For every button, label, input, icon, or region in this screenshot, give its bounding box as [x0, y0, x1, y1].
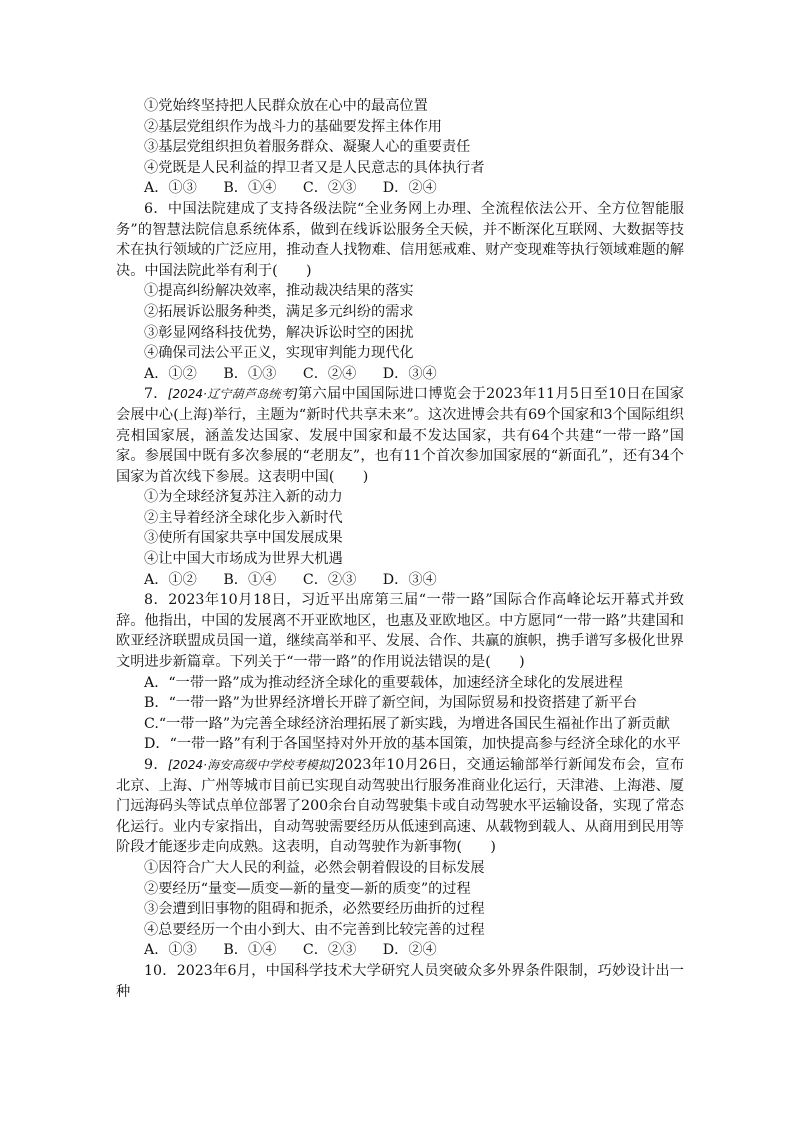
q5-item-3: ③基层党组织担负着服务群众、凝聚人心的重要责任	[144, 139, 471, 156]
q5-item-1: ①党始终坚持把人民群众放在心中的最高位置	[144, 98, 428, 114]
exam-page	[116, 96, 684, 1002]
question-5	[116, 96, 684, 199]
q9-option-c: C．②③	[302, 942, 357, 959]
q5-options	[116, 178, 684, 199]
q6-item-3: ③彰显网络科技优势，解决诉讼时空的困扰	[144, 324, 414, 341]
q6-item-2: ②拓展诉讼服务种类，满足多元纠纷的需求	[144, 303, 414, 320]
question-10	[116, 961, 684, 1002]
q7-source: [2024·辽宁葫芦岛统考]	[167, 387, 298, 402]
question-6	[116, 199, 684, 384]
q9-option-a: A．①③	[144, 942, 197, 959]
q7-option-b: B．①④	[223, 571, 277, 588]
q5-item-4: ④党既是人民利益的捍卫者又是人民意志的具体执行者	[144, 159, 485, 176]
q9-option-d: D．②④	[382, 942, 437, 959]
q7-stem-paragraph	[116, 384, 684, 487]
q7-options	[116, 570, 684, 591]
q5-option-b: B．①④	[223, 180, 277, 197]
q9-item-4: ④总要经历一个由小到大、由不完善到比较完善的过程	[144, 921, 485, 938]
q8-choice-a: A．“一带一路”成为推动经济全球化的重要载体，加速经济全球化的发展进程	[144, 674, 623, 691]
q6-option-d: D．③④	[382, 365, 437, 382]
q7-item-1: ①为全球经济复苏注入新的动力	[144, 489, 343, 506]
q7-item-3: ③使所有国家共享中国发展成果	[144, 530, 343, 547]
q9-stem: 2023年10月26日，交通运输部举行新闻发布会，宣布北京、上海、广州等城市目前已实现自动驾驶出行服务准商业化运行，天津港、上海港、厦门远海码头等试点单位部署了200余台自动驾驶集卡或自动驾驶水平运输设备，实现了常态化运行。业内专家指出，自动驾驶需要经历从低速到高速、从载物到载人、从商用到民用等阶段才能逐步走向成熟。这表明，自动驾驶作为新事物( )	[116, 757, 685, 856]
q6-item-4: ④确保司法公平正义，实现审判能力现代化	[144, 345, 414, 362]
q9-item-2: ②要经历“量变—质变—新的量变—新的质变”的过程	[144, 880, 471, 897]
q7-option-c: C．②③	[302, 571, 357, 588]
q5-option-c: C．②③	[302, 180, 357, 197]
q8-stem: 8．2023年10月18日，习近平出席第三届“一带一路”国际合作高峰论坛开幕式并致辞。他指出，中国的发展离不开亚欧地区，也惠及亚欧地区。中方愿同“一带一路”共建国和欧亚经济联盟成员国一道，继续高举和平、发展、合作、共赢的旗帜，携手谱写多极化世界文明进步新篇章。下列关于“一带一路”的作用说法错误的是( )	[116, 592, 684, 671]
question-7	[116, 384, 684, 590]
q5-option-d: D．②④	[382, 180, 437, 197]
q8-choice-b: B．“一带一路”为世界经济增长开辟了新空间，为国际贸易和投资搭建了新平台	[144, 695, 638, 712]
q6-option-c: C．②④	[302, 365, 357, 382]
q9-number: 9．	[144, 757, 168, 773]
q8-choice-d: D．“一带一路”有利于各国坚持对外开放的基本国策，加快提高参与经济全球化的水平	[144, 736, 681, 753]
q7-option-a: A．①②	[144, 571, 197, 588]
q6-option-a: A．①②	[144, 365, 197, 382]
q5-option-a: A．①③	[144, 180, 197, 197]
q6-option-b: B．①③	[223, 365, 277, 382]
q9-item-1: ①因符合广大人民的利益，必然会朝着假设的目标发展	[144, 859, 485, 876]
q8-choice-c: C.“一带一路”为完善全球经济治理拓展了新实践，为增进各国民生福祉作出了新贡献	[144, 715, 670, 732]
q7-item-2: ②主导着经济全球化步入新时代	[144, 509, 343, 526]
q9-option-b: B．①④	[223, 942, 277, 959]
q9-options	[116, 940, 684, 961]
q6-options	[116, 364, 684, 385]
q5-item-2: ②基层党组织作为战斗力的基础要发挥主体作用	[144, 118, 442, 135]
q6-item-1: ①提高纠纷解决效率，推动裁决结果的落实	[144, 283, 414, 300]
q9-item-3: ③会遭到旧事物的阻碍和扼杀，必然要经历曲折的过程	[144, 901, 485, 918]
question-8	[116, 590, 684, 755]
q7-item-4: ④让中国大市场成为世界大机遇	[144, 551, 343, 568]
q10-stem: 10．2023年6月，中国科学技术大学研究人员突破众多外界条件限制，巧妙设计出一种	[116, 962, 684, 1000]
q7-stem: 第六届中国国际进口博览会于2023年11月5日至10日在国家会展中心(上海)举行，主题为“新时代共享未来”。这次进博会共有69个国家和3个国际组织亮相国家展，涵盖发达国家、发展中国家和最不发达国家，共有64个共建“一带一路”国家。参展国中既有多次参展的“老朋友”，也有11个首次参加国家展的“新面孔”，还有34个国家为首次线下参展。这表明中国( )	[116, 386, 684, 485]
q6-stem: 6．中国法院建成了支持各级法院“全业务网上办理、全流程依法公开、全方位智能服务”的智慧法院信息系统体系，做到在线诉讼服务全天候，并不断深化互联网、大数据等技术在执行领域的广泛应用，推动查人找物难、信用惩戒难、财产变现难等执行领域难题的解决。中国法院此举有利于( )	[116, 200, 684, 279]
q7-option-d: D．③④	[382, 571, 437, 588]
q7-number: 7．	[144, 386, 168, 403]
q9-source: [2024·海安高级中学校考模拟]	[167, 758, 336, 772]
q9-stem-paragraph	[116, 755, 684, 858]
question-9	[116, 755, 684, 961]
